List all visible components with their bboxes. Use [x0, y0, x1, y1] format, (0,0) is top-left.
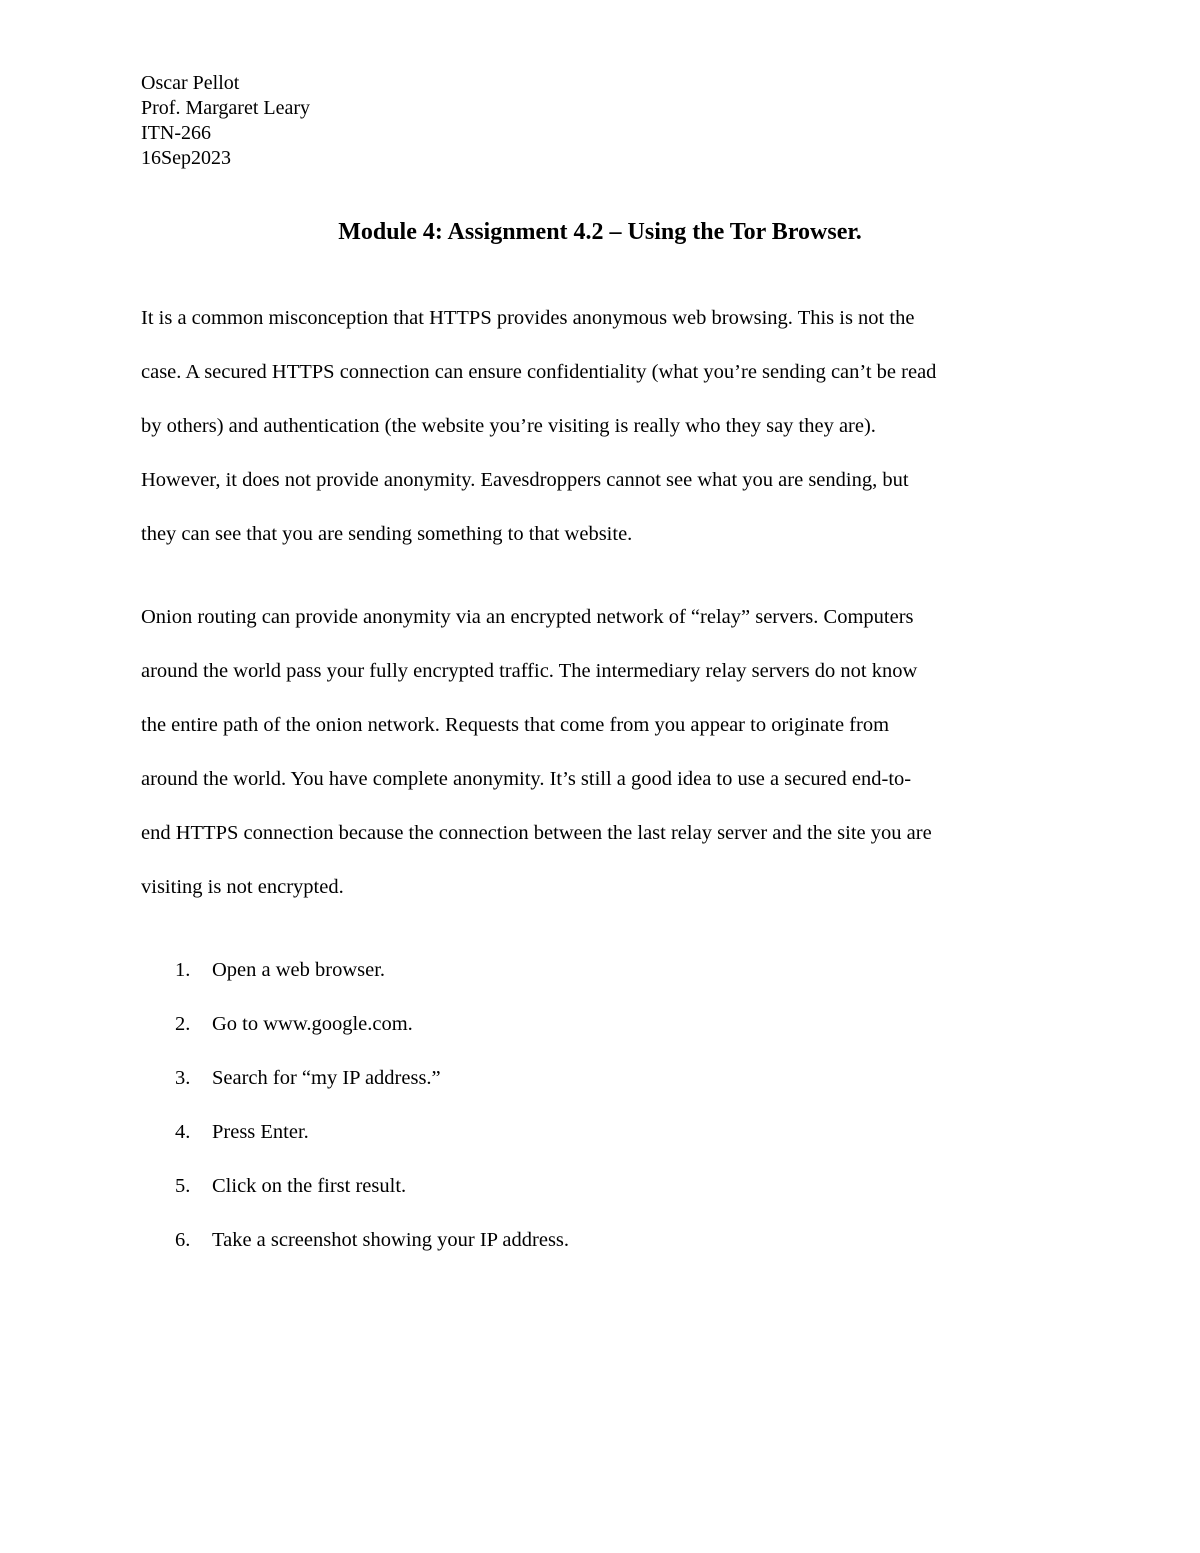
paragraph-line: case. A secured HTTPS connection can ensure confidentiality (what you’re sending can’t be read — [141, 361, 937, 383]
course-code: ITN-266 — [141, 122, 211, 144]
professor-name: Prof. Margaret Leary — [141, 97, 311, 119]
step-number: 1. — [175, 959, 191, 981]
step-number: 5. — [175, 1175, 191, 1197]
paragraph-onion-routing — [141, 590, 1071, 914]
document-title: Module 4: Assignment 4.2 – Using the Tor Browser. — [338, 219, 862, 245]
document-header — [141, 71, 310, 171]
document-date: 16Sep2023 — [141, 147, 231, 169]
author-name: Oscar Pellot — [141, 72, 240, 94]
step-item — [141, 997, 569, 1051]
step-text: Search for “my IP address.” — [212, 1067, 441, 1089]
step-text: Open a web browser. — [212, 959, 386, 981]
step-text: Press Enter. — [212, 1121, 309, 1143]
paragraph-line: by others) and authentication (the website you’re visiting is really who they say they are). — [141, 415, 876, 437]
step-number: 3. — [175, 1067, 191, 1089]
step-text: Click on the first result. — [212, 1175, 407, 1197]
paragraph-line: visiting is not encrypted. — [141, 876, 344, 898]
step-number: 6. — [175, 1229, 191, 1251]
step-item — [141, 1159, 569, 1213]
step-item — [141, 1213, 569, 1267]
paragraph-line: around the world pass your fully encrypted traffic. The intermediary relay servers do not know — [141, 660, 918, 682]
paragraph-line: Onion routing can provide anonymity via an encrypted network of “relay” servers. Computers — [141, 606, 914, 628]
paragraph-line: they can see that you are sending something to that website. — [141, 523, 633, 545]
step-number: 2. — [175, 1013, 191, 1035]
steps-list — [141, 943, 569, 1267]
paragraph-line: end HTTPS connection because the connection between the last relay server and the site you are — [141, 822, 932, 844]
step-text: Take a screenshot showing your IP address. — [212, 1229, 570, 1251]
step-text: Go to www.google.com. — [212, 1013, 413, 1035]
paragraph-line: the entire path of the onion network. Requests that come from you appear to originate from — [141, 714, 890, 736]
paragraph-line: However, it does not provide anonymity. Eavesdroppers cannot see what you are sending, but — [141, 469, 909, 491]
paragraph-https — [141, 291, 1071, 561]
step-number: 4. — [175, 1121, 191, 1143]
paragraph-line: It is a common misconception that HTTPS provides anonymous web browsing. This is not the — [141, 307, 915, 329]
step-item — [141, 943, 569, 997]
step-item — [141, 1051, 569, 1105]
step-item — [141, 1105, 569, 1159]
paragraph-line: around the world. You have complete anonymity. It’s still a good idea to use a secured end-to- — [141, 768, 912, 790]
